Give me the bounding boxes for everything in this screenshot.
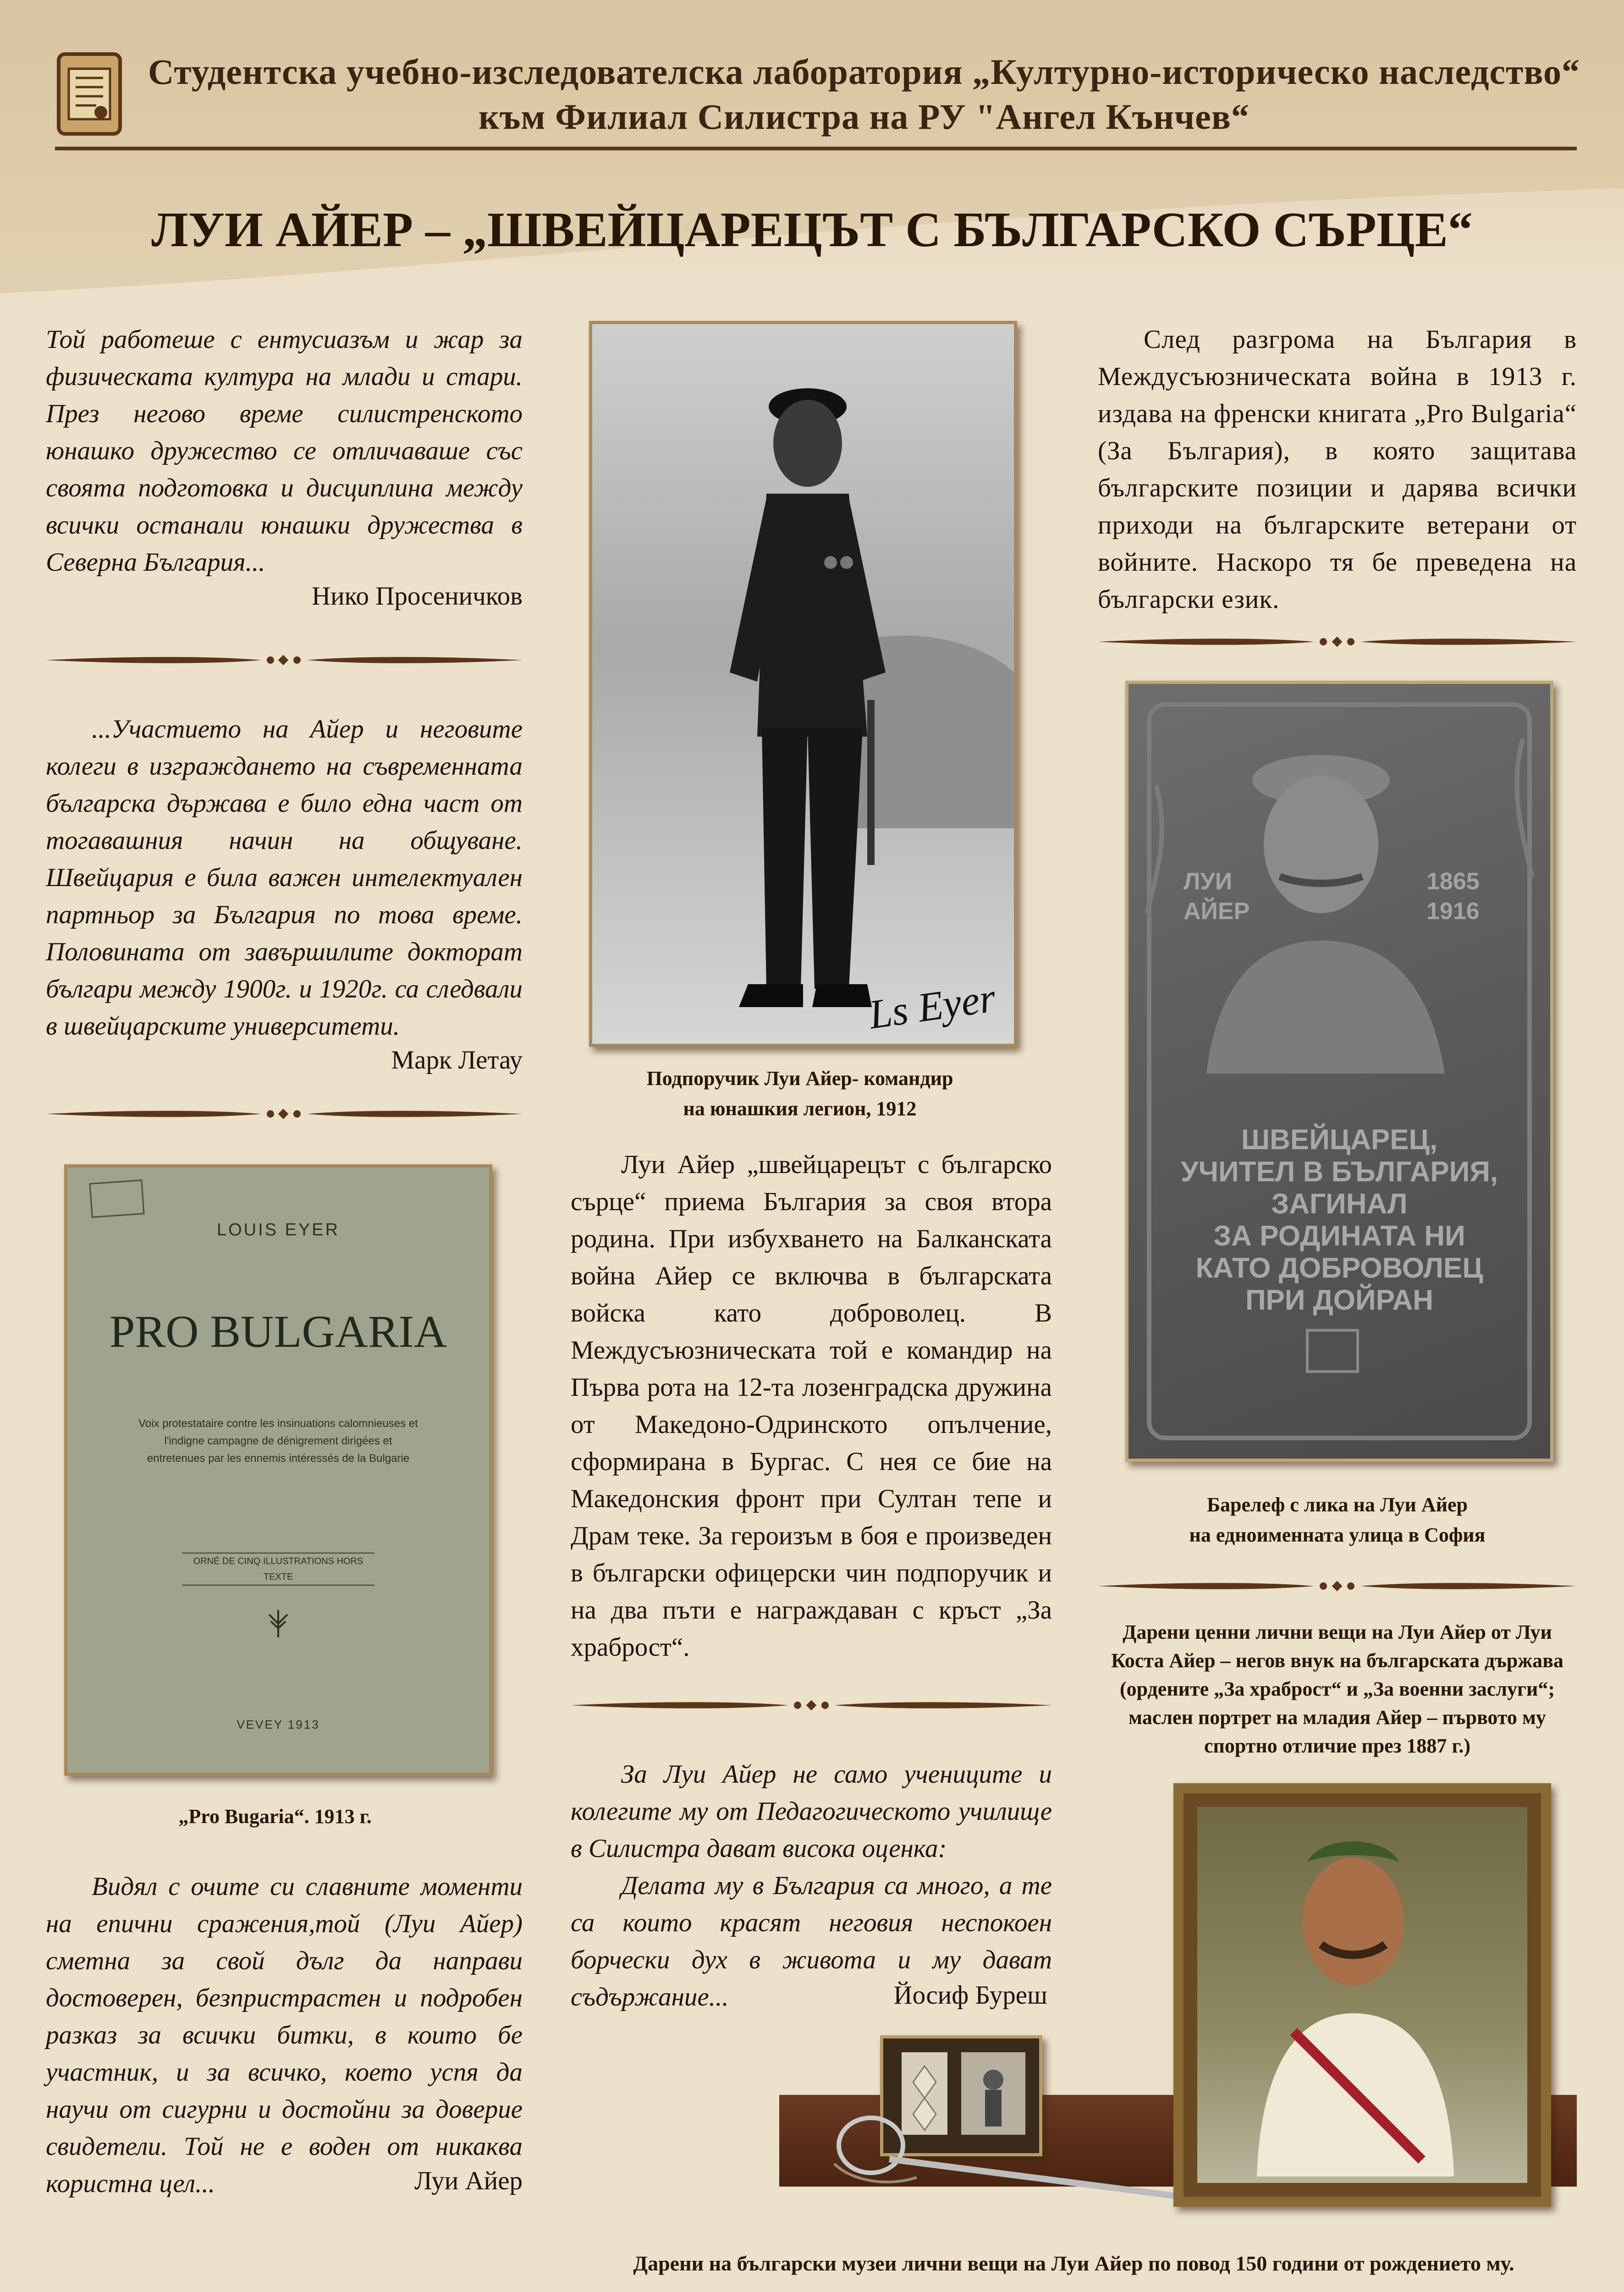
- relief-caption-line-2: на едноименната улица в София: [1189, 1524, 1486, 1546]
- relief-line-3: ЗАГИНАЛ: [1271, 1188, 1408, 1220]
- header-line-1: Студентска учебно-изследователска лаборатория „Културно-историческо наследство“: [148, 52, 1580, 92]
- relief-line-5: КАТО ДОБРОВОЛЕЦ: [1195, 1252, 1483, 1284]
- quote-prosenichkov: Той работеше с ентусиазъм и жар за физическата култура на млади и стари. През негово време силистренското юнашко дружество се отличаваше със своята подготовка и дисциплина между всички останали юнашки дружества в Северна България...: [46, 325, 523, 577]
- quote-buresh: За Луи Айер не само учениците и колегите му от Педагогическото училище в Силистра дават висока оценка:: [571, 1760, 1052, 1863]
- quote-eyer: Видял с очите си славните моменти на епични сражения,той (Луи Айер) сметна за свой дълг да направи достоверен, безпристрастен и подробен разказ за всички битки, в които бе участник, и за всичко, което успя да научи от сигурни и достойни за доверие свидетели. Той не е воден от никаква користна цел...: [46, 1872, 523, 2198]
- bottom-caption: Дарени на български музеи лични вещи на Луи Айер по повод 150 години от рождението му.: [633, 2252, 1514, 2275]
- book-place-year: VEVEY 1913: [237, 1718, 320, 1731]
- ornament-divider: [1098, 633, 1577, 651]
- ornament-divider: [1098, 1577, 1577, 1595]
- header-line-2: към Филиал Силистра на РУ "Ангел Кънчев“: [479, 97, 1250, 137]
- portrait-photo-eyer-1912: [589, 321, 1017, 1047]
- quote-author-prosenichkov: Нико Просеничков: [312, 582, 523, 611]
- relief-line-4: ЗА РОДИНАТА НИ: [1213, 1220, 1465, 1252]
- book-author: LOUIS EYER: [216, 1220, 340, 1240]
- book-caption: „Pro Bugaria“. 1913 г.: [178, 1805, 372, 1828]
- portrait-caption-line-2: на юнашкия легион, 1912: [683, 1097, 917, 1120]
- relief-line-2: УЧИТЕЛ В БЪЛГАРИЯ,: [1181, 1156, 1498, 1188]
- bas-relief-plaque: [1125, 681, 1553, 1462]
- quote-buresh-continued: Делата му в България са много, а те са които красят неговия неспокоен борчески дух в живота и му дават съдържание...: [571, 1871, 1052, 2011]
- sword-icon: [807, 2109, 1219, 2209]
- book-title: PRO BULGARIA: [109, 1306, 447, 1357]
- portrait-caption-line-1: Подпоручик Луи Айер- командир: [646, 1067, 953, 1090]
- gift-caption: Дарени ценни лични вещи на Луи Айер от Луи Коста Айер – негов внук на българската държава (ордените „За храброст“ и „За военни заслуги“; маслен портрет на младия Айер – първото му спортно отличие през 1887 г.): [1111, 1621, 1563, 1757]
- relief-caption-line-1: Барелеф с лика на Луи Айер: [1206, 1493, 1468, 1516]
- quote-author-letau: Марк Летау: [391, 1046, 523, 1074]
- page-title: ЛУИ АЙЕР – „ШВЕЙЦАРЕЦЪТ С БЪЛГАРСКО СЪРЦЕ“: [151, 203, 1473, 257]
- photo-signature: Ls Eyer: [865, 975, 998, 1038]
- ornament-divider: [46, 651, 523, 669]
- book-illustrations: ORNÉ DE CINQ ILLUSTRATIONS HORS TEXTE: [182, 1553, 374, 1586]
- right-body-text: След разгрома на България в Междусъюзническата война в 1913 г. издава на френски книгата „Pro Bulgaria“ (За България), в която защитава българските позиции и дарява всички приходи на българските ветерани от войните. Наскоро тя бе преведена на български език.: [1098, 325, 1577, 614]
- relief-name-2: АЙЕР: [1184, 898, 1250, 925]
- book-subtitle: Voix protestataire contre les insinuations calomnieuses et l'indigne campagne de dénigrement dirigées et entretenues par les ennemis intéressés de la Bulgarie: [138, 1417, 418, 1465]
- laboratory-logo-icon: [55, 50, 124, 138]
- young-eyer-portrait-icon: [1184, 1793, 1521, 2176]
- relief-portrait-icon: [1129, 684, 1550, 1459]
- ornament-divider: [571, 1696, 1052, 1714]
- relief-year-1: 1865: [1426, 868, 1480, 895]
- quote-author-eyer: Луи Айер: [414, 2166, 523, 2195]
- quote-author-buresh: Йосиф Буреш: [893, 1981, 1047, 2010]
- book-cover-pro-bulgaria: [64, 1164, 492, 1776]
- book-ornament-icon: [264, 1608, 292, 1640]
- ornament-divider: [46, 1105, 523, 1123]
- relief-year-2: 1916: [1426, 898, 1480, 925]
- relief-line-1: ШВЕЙЦАРЕЦ,: [1241, 1124, 1438, 1156]
- soldier-figure-icon: [592, 324, 1014, 1044]
- oil-portrait-frame: [1173, 1783, 1551, 2207]
- library-stamp: [89, 1179, 144, 1218]
- header-rule: [55, 147, 1577, 150]
- relief-name-1: ЛУИ: [1184, 868, 1233, 895]
- center-body-text: Луи Айер „швейцарецът с българско сърце“ приема България за своя втора родина. При избухването на Балканската война Айер се включва в българската войска като доброволец. В Междусъюзническата той е командир на Първа рота на 12-та лозенградска дружина от Македоно-Одринското опълчение, сформирана в Бургас. С нея се бие на Македонския фронт при Султан тепе и Драм теке. За героизъм в боя е произведен в български офицерски чин подпоручик и на два пъти е награждаван с кръст „За храброст“.: [571, 1150, 1052, 1662]
- relief-line-6: ПРИ ДОЙРАН: [1245, 1284, 1434, 1316]
- quote-letau: ...Участието на Айер и неговите колеги в изграждането на съвременната българска държава е било една част от тогавашния начин на общуване. Швейцария е била важен интелектуален партньор за България по това време. Половината от завършилите докторат българи между 1900г. и 1920г. са следвали в швейцарските университети.: [46, 715, 523, 1041]
